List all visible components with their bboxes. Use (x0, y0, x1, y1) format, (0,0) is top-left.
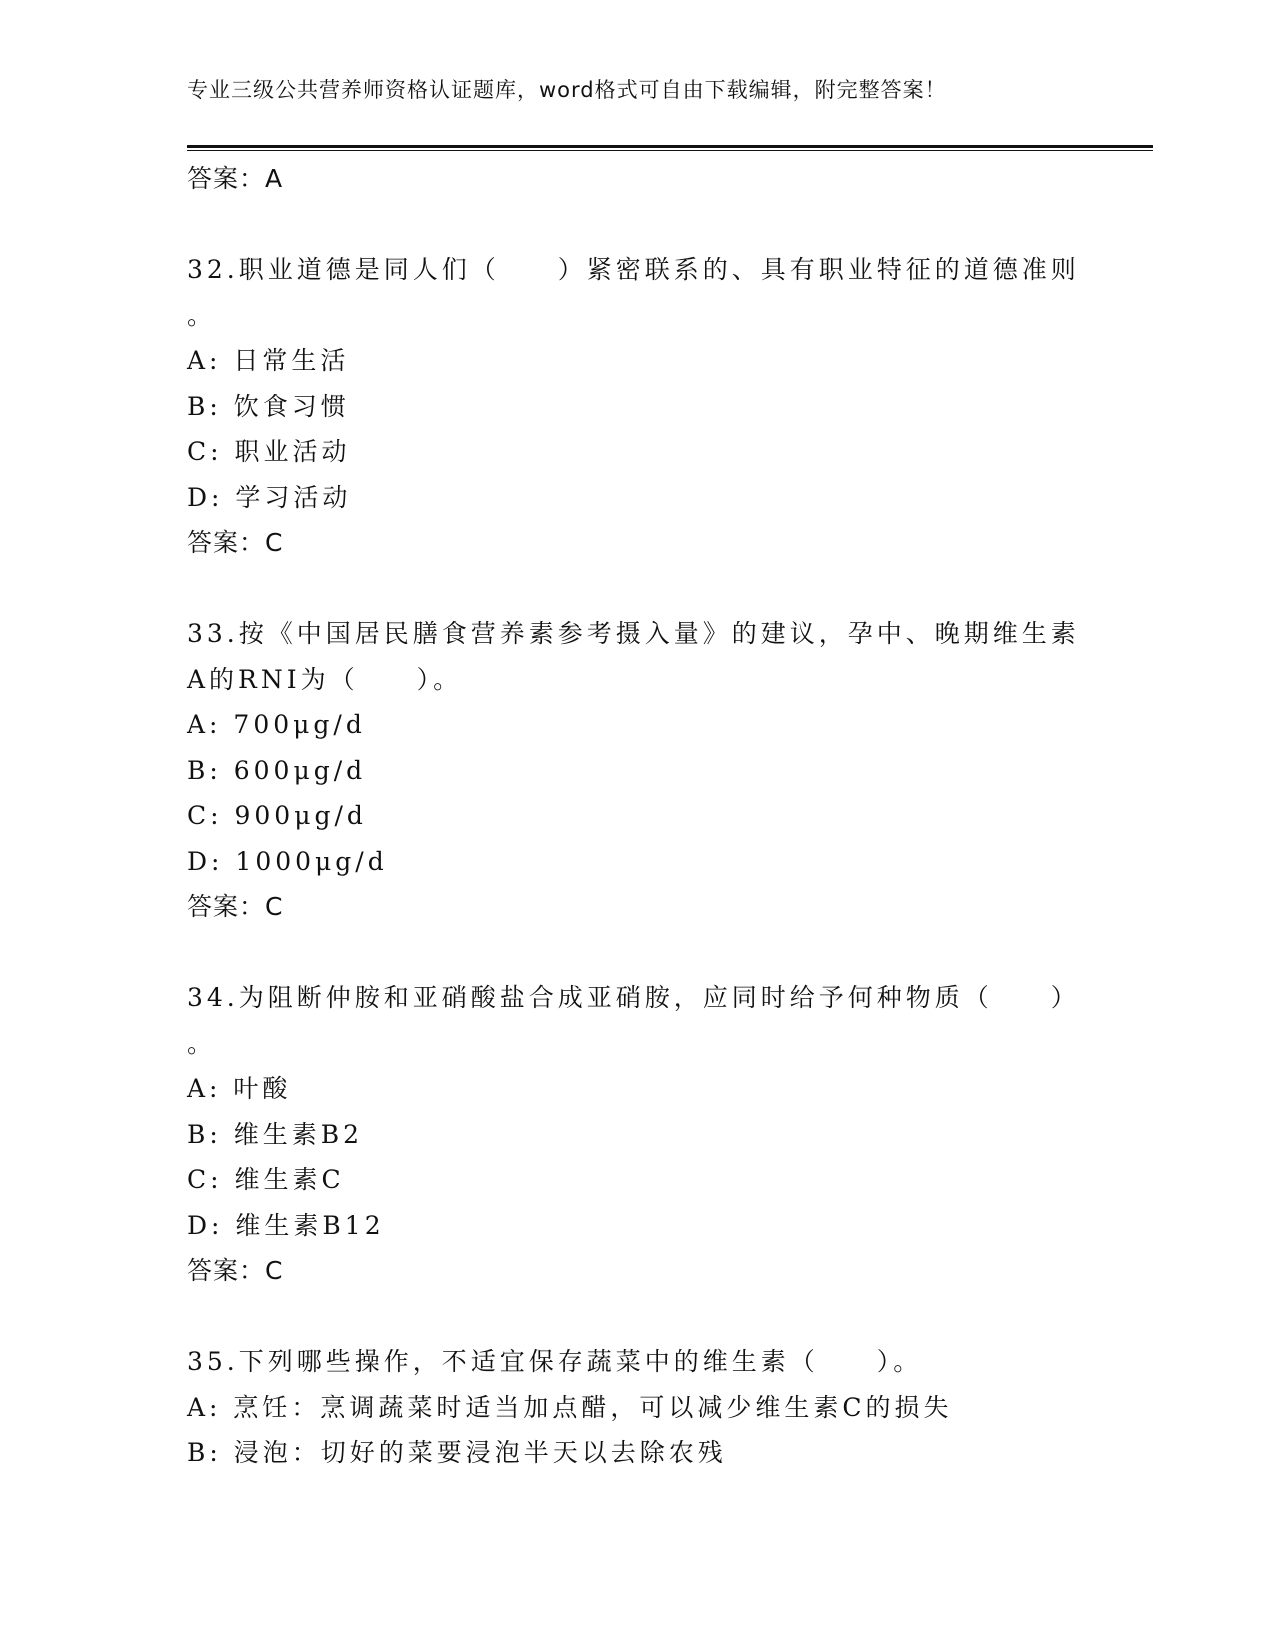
option-c: C: 维生素C (187, 1165, 345, 1194)
answer: 答案：C (187, 1256, 284, 1285)
question-stem: 34.为阻断仲胺和亚硝酸盐合成亚硝胺，应同时给予何种物质（ ） (187, 983, 1080, 1012)
question-34 (187, 975, 1087, 1294)
option-c: C: 900μg/d (187, 801, 367, 830)
option-a: A: 700μg/d (187, 710, 366, 739)
answer: 答案：C (187, 528, 284, 557)
header-rule-thick (187, 145, 1153, 148)
option-b: B: 浸泡：切好的菜要浸泡半天以去除农残 (187, 1438, 727, 1467)
option-c: C: 职业活动 (187, 437, 351, 466)
previous-answer: 答案：A (187, 164, 284, 193)
question-stem-continued: 。 (187, 1028, 217, 1058)
spacer (187, 1294, 1087, 1340)
question-stem-continued: A的RNI为（ ）。 (187, 664, 463, 694)
question-stem: 32.职业道德是同人们（ ）紧密联系的、具有职业特征的道德准则 (187, 255, 1080, 284)
question-35 (187, 1339, 1087, 1476)
question-33 (187, 611, 1087, 930)
spacer (187, 202, 1087, 248)
header-rule-thin (187, 150, 1153, 151)
option-d: D: 学习活动 (187, 482, 352, 512)
spacer (187, 566, 1087, 612)
question-stem: 33.按《中国居民膳食营养素参考摄入量》的建议，孕中、晚期维生素 (187, 619, 1080, 648)
option-a: A: 烹饪：烹调蔬菜时适当加点醋，可以减少维生素C的损失 (187, 1392, 953, 1422)
spacer (187, 930, 1087, 976)
question-stem: 35.下列哪些操作，不适宜保存蔬菜中的维生素（ ）。 (187, 1347, 923, 1376)
question-32 (187, 247, 1087, 566)
option-b: B: 维生素B2 (187, 1119, 364, 1149)
option-d: D: 1000μg/d (187, 846, 388, 876)
option-a: A: 叶酸 (187, 1074, 292, 1103)
page-header: 专业三级公共营养师资格认证题库，word格式可自由下载编辑，附完整答案！ (187, 78, 947, 102)
option-a: A: 日常生活 (187, 346, 350, 375)
option-d: D: 维生素B12 (187, 1210, 385, 1240)
answer: 答案：C (187, 892, 284, 921)
question-stem-continued: 。 (187, 300, 217, 330)
option-b: B: 600μg/d (187, 755, 367, 785)
option-b: B: 饮食习惯 (187, 391, 350, 421)
question-list (187, 156, 1087, 1476)
